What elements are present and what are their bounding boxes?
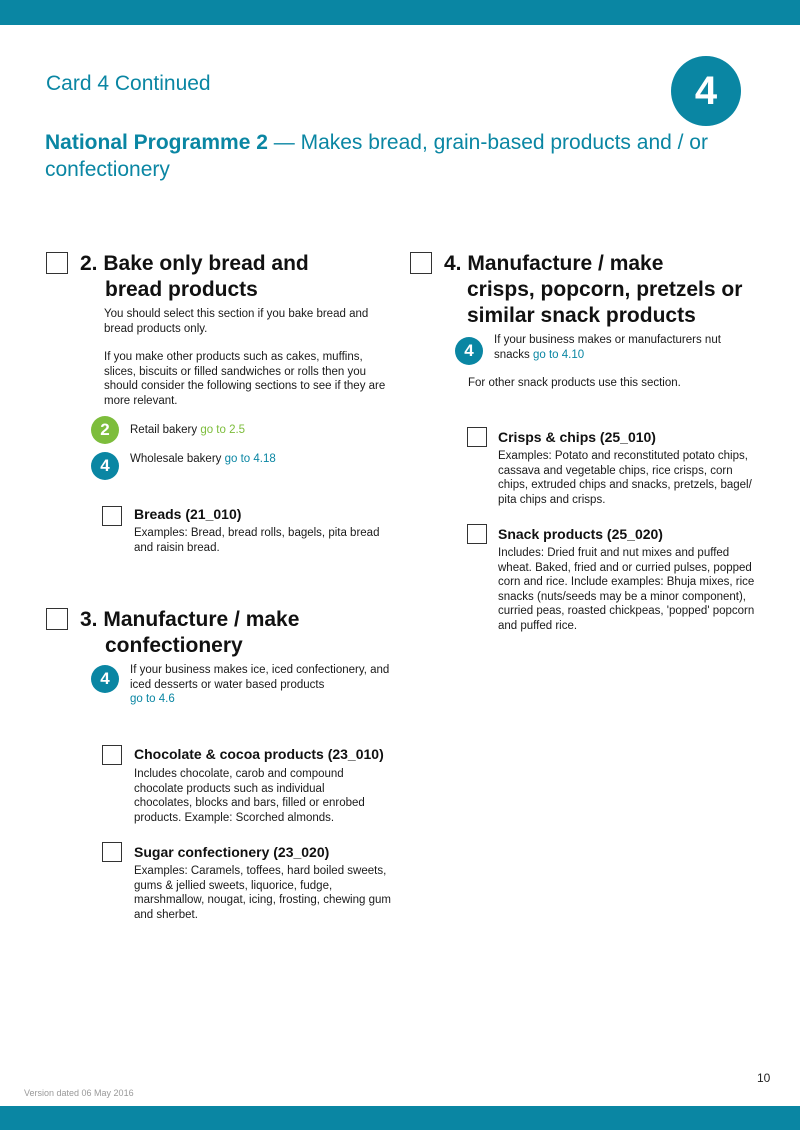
- section-3-note-link[interactable]: go to 4.6: [130, 693, 175, 705]
- breads-examples: Examples: Bread, bread rolls, bagels, pita bread and raisin bread.: [134, 527, 380, 554]
- section-4-checkbox[interactable]: [410, 252, 432, 274]
- card-label: Card 4 Continued: [46, 72, 211, 95]
- snack-checkbox[interactable]: [467, 524, 487, 544]
- programme-heading: [45, 129, 745, 183]
- crisps-examples: Examples: Potato and reconstituted potato chips, cassava and vegetable chips, rice crisps, corn chips, extruded chips and snacks, pretzels, bagel/ pita chips and crisps.: [498, 450, 752, 506]
- section-4-other-note: For other snack products use this section.: [468, 377, 681, 389]
- chocolate-title: Chocolate & cocoa products (23_010): [134, 746, 384, 762]
- wholesale-bakery-link[interactable]: go to 4.18: [224, 453, 276, 465]
- section-4-note-link[interactable]: go to 4.10: [533, 348, 585, 361]
- wholesale-number-circle: 4: [91, 452, 119, 480]
- wholesale-bakery-text: Wholesale bakery: [130, 453, 225, 465]
- section-2-checkbox[interactable]: [46, 252, 68, 274]
- section-4-note: [494, 333, 744, 362]
- section-2-title: [80, 251, 309, 303]
- breads-title: Breads (21_010): [134, 506, 242, 522]
- section-2-intro: You should select this section if you bake bread and bread products only.: [104, 308, 369, 335]
- programme-description: — Makes bread, grain-based products and / or confectionery: [45, 131, 708, 181]
- version-date: Version dated 06 May 2016: [24, 1088, 134, 1098]
- section-4-title-line2: crisps, popcorn, pretzels or: [467, 278, 743, 301]
- section-3-note-text: If your business makes ice, iced confectionery, and iced desserts or water based products: [130, 664, 390, 691]
- chocolate-checkbox[interactable]: [102, 745, 122, 765]
- section-4-note-text: If your business makes or manufacturers nut snacks: [494, 334, 721, 361]
- crisps-title: Crisps & chips (25_010): [498, 429, 656, 445]
- section-4-title-line1: 4. Manufacture / make: [444, 252, 664, 275]
- chocolate-description: Includes chocolate, carob and compound chocolate products such as individual chocolates, blocks and bars, filled or enrobed products. Example: Scorched almonds.: [134, 768, 365, 824]
- breads-checkbox[interactable]: [102, 506, 122, 526]
- retail-bakery-note: [130, 423, 390, 438]
- top-color-bar: [0, 0, 800, 25]
- retail-bakery-text: Retail bakery: [130, 424, 201, 436]
- section-2-title-line1: 2. Bake only bread and: [80, 252, 309, 275]
- section-3-title-line2: confectionery: [105, 634, 243, 657]
- section-2-advice: If you make other products such as cakes, muffins, slices, biscuits or filled sandwiches or rolls then you should consider the following sections to see if they are more relevant.: [104, 351, 386, 407]
- page-number: 10: [757, 1071, 771, 1085]
- retail-bakery-link[interactable]: go to 2.5: [200, 424, 246, 436]
- section-3-note-circle: 4: [91, 665, 119, 693]
- section-3-title-line1: 3. Manufacture / make: [80, 608, 300, 631]
- card-number-badge: 4: [671, 56, 741, 126]
- sugar-title: Sugar confectionery (23_020): [134, 844, 330, 860]
- sugar-examples: Examples: Caramels, toffees, hard boiled sweets, gums & jellied sweets, liquorice, fudge, marshmallow, nougat, icing, frosting, chewing gum and sherbet.: [134, 865, 391, 921]
- snack-description: Includes: Dried fruit and nut mixes and puffed wheat. Baked, fried and or curried pulses, popped corn and rice. Include examples: Bhuja mixes, rice snacks (nuts/seeds may be a minor component), curried peas, roasted chickpeas, 'popped' popcorn and puffed rice.: [498, 547, 755, 632]
- sugar-checkbox[interactable]: [102, 842, 122, 862]
- section-3-checkbox[interactable]: [46, 608, 68, 630]
- programme-name: National Programme 2: [45, 131, 268, 154]
- section-3-note: [130, 663, 390, 707]
- crisps-checkbox[interactable]: [467, 427, 487, 447]
- retail-number-circle: 2: [91, 416, 119, 444]
- section-2-title-line2: bread products: [105, 278, 258, 301]
- bottom-color-bar: [0, 1106, 800, 1130]
- section-4-title-line3: similar snack products: [467, 304, 696, 327]
- wholesale-bakery-note: [130, 452, 390, 467]
- section-4-note-circle: 4: [455, 337, 483, 365]
- snack-title: Snack products (25_020): [498, 526, 663, 542]
- section-3-title: [80, 607, 299, 659]
- section-4-title: [444, 251, 742, 329]
